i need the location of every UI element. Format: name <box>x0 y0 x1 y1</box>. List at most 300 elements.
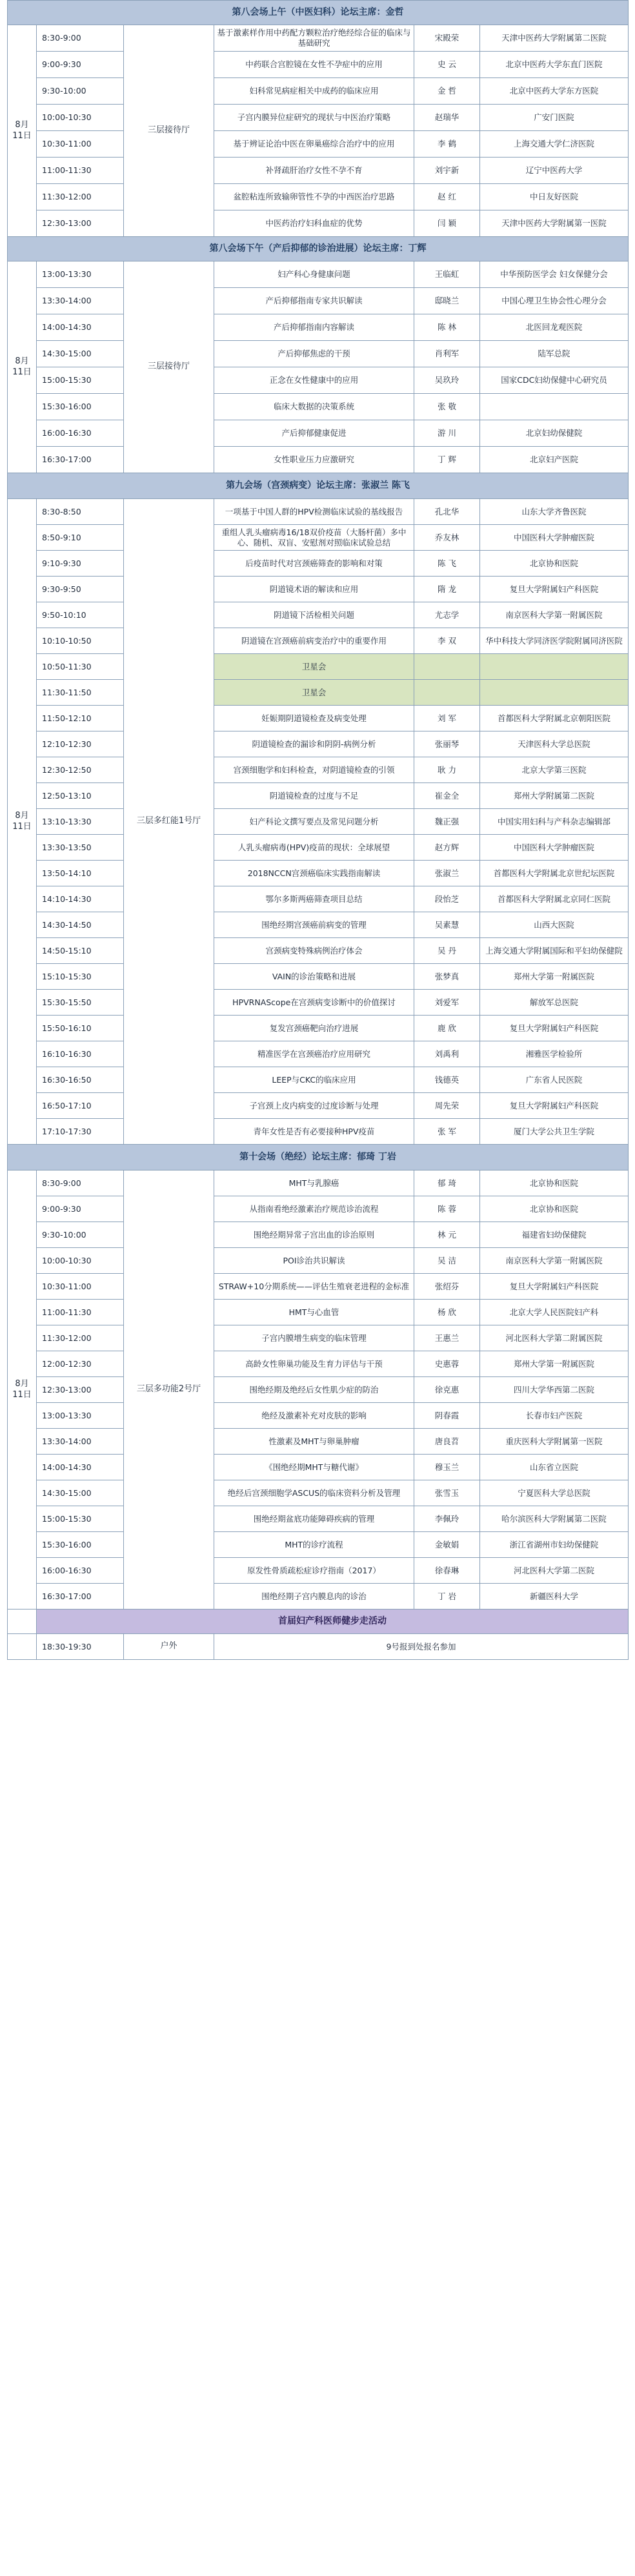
session-organization: 河北医科大学第二附属医院 <box>480 1325 629 1351</box>
section-header-row <box>8 1 629 25</box>
session-speaker: 张绍芬 <box>414 1274 480 1300</box>
session-topic: POI诊治共识解读 <box>214 1248 414 1274</box>
session-row <box>8 184 629 210</box>
date-cell: 8月11日 <box>8 25 37 237</box>
session-organization: 中国医科大学肿瘤医院 <box>480 525 629 551</box>
session-time: 12:50-13:10 <box>37 783 124 809</box>
session-topic: 围绝经期宫颈癌前病变的管理 <box>214 912 414 938</box>
session-time: 9:00-9:30 <box>37 52 124 78</box>
session-row <box>8 158 629 184</box>
session-organization: 长春市妇产医院 <box>480 1403 629 1429</box>
session-organization: 重庆医科大学附属第一医院 <box>480 1429 629 1455</box>
session-row <box>8 680 629 706</box>
session-row <box>8 835 629 861</box>
session-row <box>8 105 629 131</box>
session-topic: HMT与心血管 <box>214 1300 414 1325</box>
date-cell: 8月11日 <box>8 1170 37 1610</box>
session-topic: 鄂尔多斯两癌筛查项目总结 <box>214 886 414 912</box>
session-time: 14:00-14:30 <box>37 1455 124 1480</box>
session-organization: 复旦大学附属妇产科医院 <box>480 1274 629 1300</box>
session-time: 9:30-9:50 <box>37 577 124 602</box>
session-speaker: 张 敬 <box>414 394 480 420</box>
session-time: 15:00-15:30 <box>37 367 124 394</box>
section-title: 第八会场下午（产后抑郁的诊治进展）论坛主席：丁辉 <box>8 237 629 261</box>
session-organization: 中日友好医院 <box>480 184 629 210</box>
venue-cell: 三层多红能1号厅 <box>124 499 214 1145</box>
session-speaker: 史 云 <box>414 52 480 78</box>
session-topic: VAIN的诊治策略和进展 <box>214 964 414 990</box>
session-speaker: 孔北华 <box>414 499 480 525</box>
session-time: 12:30-13:00 <box>37 210 124 237</box>
session-time: 9:10-9:30 <box>37 551 124 577</box>
session-organization: 中华预防医学会 妇女保健分会 <box>480 261 629 288</box>
session-topic: 卫星会 <box>214 654 414 680</box>
session-organization: 复旦大学附属妇产科医院 <box>480 577 629 602</box>
session-organization: 天津中医药大学附属第二医院 <box>480 25 629 52</box>
session-topic: 基于激素样作用中药配方颗粒治疗绝经综合征的临床与基础研究 <box>214 25 414 52</box>
session-row <box>8 964 629 990</box>
session-speaker: 阴春霞 <box>414 1403 480 1429</box>
session-time: 10:50-11:30 <box>37 654 124 680</box>
session-speaker: 陈 飞 <box>414 551 480 577</box>
session-time: 14:00-14:30 <box>37 314 124 341</box>
session-organization: 上海交通大学附属国际和平妇幼保健院 <box>480 938 629 964</box>
session-row <box>8 420 629 447</box>
session-topic: 盆腔粘连所致输卵管性不孕的中西医治疗思路 <box>214 184 414 210</box>
session-row <box>8 809 629 835</box>
session-topic: 正念在女性健康中的应用 <box>214 367 414 394</box>
section-header-row <box>8 237 629 261</box>
session-time: 9:30-10:00 <box>37 78 124 105</box>
session-time: 16:00-16:30 <box>37 1558 124 1584</box>
session-speaker: 钱德英 <box>414 1067 480 1093</box>
session-row <box>8 1274 629 1300</box>
session-time: 13:30-14:00 <box>37 1429 124 1455</box>
session-row <box>8 288 629 314</box>
session-row <box>8 1377 629 1403</box>
session-topic: 重组人乳头瘤病毒16/18双价疫苗（大肠杆菌）多中心、随机、双盲、安慰剂对照临床试验总结 <box>214 525 414 551</box>
session-topic: 性激素及MHT与卵巢肿瘤 <box>214 1429 414 1455</box>
session-topic: 宫颈细胞学和妇科检查，对阴道镜检查的引领 <box>214 757 414 783</box>
session-topic: 后疫苗时代对宫颈癌筛查的影响和对策 <box>214 551 414 577</box>
session-row <box>8 1222 629 1248</box>
session-topic: 补肾疏肝治疗女性不孕不育 <box>214 158 414 184</box>
session-time: 10:30-11:00 <box>37 1274 124 1300</box>
session-topic: 产后抑郁指南专家共识解读 <box>214 288 414 314</box>
session-row <box>8 731 629 757</box>
session-speaker: 陈 林 <box>414 314 480 341</box>
session-organization: 河北医科大学第二医院 <box>480 1558 629 1584</box>
session-speaker: 吴 丹 <box>414 938 480 964</box>
session-row <box>8 628 629 654</box>
session-time: 8:30-9:00 <box>37 1170 124 1196</box>
session-row <box>8 1041 629 1067</box>
session-topic: 围绝经期异常子宫出血的诊治原则 <box>214 1222 414 1248</box>
session-speaker: 杨 欣 <box>414 1300 480 1325</box>
session-topic: STRAW+10分期系统——评估生殖衰老进程的金标准 <box>214 1274 414 1300</box>
session-organization: 陆军总院 <box>480 341 629 367</box>
session-speaker: 刘宇新 <box>414 158 480 184</box>
session-topic: 中药联合宫腔镜在女性不孕症中的应用 <box>214 52 414 78</box>
session-organization: 复旦大学附属妇产科医院 <box>480 1093 629 1119</box>
venue-cell: 三层多功能2号厅 <box>124 1170 214 1610</box>
session-time: 12:30-13:00 <box>37 1377 124 1403</box>
session-organization: 北京大学第三医院 <box>480 757 629 783</box>
session-speaker: 刘禹利 <box>414 1041 480 1067</box>
session-speaker: 隋 龙 <box>414 577 480 602</box>
session-speaker: 鹿 欣 <box>414 1016 480 1041</box>
session-speaker: 郁 琦 <box>414 1170 480 1196</box>
session-time: 14:30-14:50 <box>37 912 124 938</box>
session-row <box>8 1093 629 1119</box>
session-organization: 湘雅医学检验所 <box>480 1041 629 1067</box>
session-organization: 天津医科大学总医院 <box>480 731 629 757</box>
session-time: 15:50-16:10 <box>37 1016 124 1041</box>
session-time: 13:50-14:10 <box>37 861 124 886</box>
session-speaker: 赵瑞华 <box>414 105 480 131</box>
blank-cell <box>8 1610 37 1634</box>
section-title: 第十会场（绝经）论坛主席：郁琦 丁岩 <box>8 1145 629 1170</box>
session-time: 13:30-14:00 <box>37 288 124 314</box>
session-row <box>8 314 629 341</box>
session-topic: 复发宫颈癌靶向治疗进展 <box>214 1016 414 1041</box>
session-row <box>8 261 629 288</box>
session-topic: 阴道镜检查的过度与不足 <box>214 783 414 809</box>
session-time: 8:30-8:50 <box>37 499 124 525</box>
session-time: 10:00-10:30 <box>37 105 124 131</box>
session-speaker: 周先荣 <box>414 1093 480 1119</box>
session-speaker: 邸晓兰 <box>414 288 480 314</box>
session-topic: 中医药治疗妇科血症的优势 <box>214 210 414 237</box>
session-organization: 华中科技大学同济医学院附属同济医院 <box>480 628 629 654</box>
session-row <box>8 654 629 680</box>
session-time: 12:30-12:50 <box>37 757 124 783</box>
final-header-row <box>8 1610 629 1634</box>
session-organization: 厦门大学公共卫生学院 <box>480 1119 629 1145</box>
session-time: 15:30-16:00 <box>37 1532 124 1558</box>
session-time: 14:30-15:00 <box>37 341 124 367</box>
session-speaker: 张雪玉 <box>414 1480 480 1506</box>
session-row <box>8 367 629 394</box>
session-organization: 中国心理卫生协会性心理分会 <box>480 288 629 314</box>
session-row <box>8 1067 629 1093</box>
session-organization: 首都医科大学附属北京世纪坛医院 <box>480 861 629 886</box>
date-cell: 8月11日 <box>8 499 37 1145</box>
final-title: 首届妇产科医师健步走活动 <box>37 1610 629 1634</box>
session-row <box>8 1403 629 1429</box>
session-speaker: 陈 蓉 <box>414 1196 480 1222</box>
session-time: 9:50-10:10 <box>37 602 124 628</box>
session-speaker: 李佩玲 <box>414 1506 480 1532</box>
session-topic: 《围绝经期MHT与糖代谢》 <box>214 1455 414 1480</box>
session-time: 15:30-15:50 <box>37 990 124 1016</box>
session-topic: 一项基于中国人群的HPV检测临床试验的基线报告 <box>214 499 414 525</box>
session-organization: 浙江省湖州市妇幼保健院 <box>480 1532 629 1558</box>
session-speaker: 李 鹤 <box>414 131 480 158</box>
session-row <box>8 602 629 628</box>
session-row <box>8 1016 629 1041</box>
session-topic: 子宫颈上皮内病变的过度诊断与处理 <box>214 1093 414 1119</box>
session-organization: 郑州大学第一附属医院 <box>480 1351 629 1377</box>
session-speaker: 吴素慧 <box>414 912 480 938</box>
session-organization: 北京中医药大学东直门医院 <box>480 52 629 78</box>
session-topic: 从指南看绝经激素治疗规范诊治流程 <box>214 1196 414 1222</box>
session-speaker: 史惠蓉 <box>414 1351 480 1377</box>
session-organization: 北京协和医院 <box>480 1170 629 1196</box>
session-row <box>8 757 629 783</box>
session-topic: 青年女性是否有必要接种HPV疫苗 <box>214 1119 414 1145</box>
session-row <box>8 394 629 420</box>
session-speaker: 徐克惠 <box>414 1377 480 1403</box>
session-speaker: 张 军 <box>414 1119 480 1145</box>
session-speaker: 丁 岩 <box>414 1584 480 1610</box>
session-time: 9:30-10:00 <box>37 1222 124 1248</box>
session-time: 11:30-12:00 <box>37 1325 124 1351</box>
session-organization: 北京大学人民医院妇产科 <box>480 1300 629 1325</box>
session-topic: HPVRNAScope在宫颈病变诊断中的价值探讨 <box>214 990 414 1016</box>
session-organization: 北京协和医院 <box>480 1196 629 1222</box>
session-topic: 阴道镜检查的漏诊和阴阴-病例分析 <box>214 731 414 757</box>
session-time: 14:10-14:30 <box>37 886 124 912</box>
session-organization: 山西大医院 <box>480 912 629 938</box>
session-speaker: 徐春琳 <box>414 1558 480 1584</box>
session-speaker: 张梦真 <box>414 964 480 990</box>
session-organization: 新疆医科大学 <box>480 1584 629 1610</box>
final-note: 9号报到处报名参加 <box>214 1634 629 1660</box>
session-speaker: 闫 颖 <box>414 210 480 237</box>
session-organization: 南京医科大学第一附属医院 <box>480 1248 629 1274</box>
session-topic: 高龄女性卵巢功能及生育力评估与干预 <box>214 1351 414 1377</box>
venue-cell: 三层接待厅 <box>124 261 214 473</box>
session-organization: 国家CDC妇幼保健中心研究员 <box>480 367 629 394</box>
session-topic: 子宫内膜异位症研究的现状与中医治疗策略 <box>214 105 414 131</box>
session-speaker: 耿 力 <box>414 757 480 783</box>
session-time: 10:00-10:30 <box>37 1248 124 1274</box>
final-venue: 户外 <box>124 1634 214 1660</box>
session-time: 14:50-15:10 <box>37 938 124 964</box>
session-organization: 首都医科大学附属北京朝阳医院 <box>480 706 629 731</box>
session-time: 15:10-15:30 <box>37 964 124 990</box>
session-speaker: 穆玉兰 <box>414 1455 480 1480</box>
session-organization: 北京妇幼保健院 <box>480 420 629 447</box>
session-row <box>8 1480 629 1506</box>
session-organization <box>480 654 629 680</box>
session-row <box>8 577 629 602</box>
session-row <box>8 341 629 367</box>
session-organization: 上海交通大学仁济医院 <box>480 131 629 158</box>
venue-cell: 三层接待厅 <box>124 25 214 237</box>
session-time: 11:30-11:50 <box>37 680 124 706</box>
session-organization: 四川大学华西第二医院 <box>480 1377 629 1403</box>
session-topic: 基于辨证论治中医在卵巢癌综合治疗中的应用 <box>214 131 414 158</box>
session-topic: 绝经后宫颈细胞学ASCUS的临床资料分析及管理 <box>214 1480 414 1506</box>
session-organization: 福建省妇幼保健院 <box>480 1222 629 1248</box>
session-topic: 人乳头瘤病毒(HPV)疫苗的现状：全球展望 <box>214 835 414 861</box>
session-row <box>8 499 629 525</box>
session-row <box>8 1429 629 1455</box>
final-time: 18:30-19:30 <box>37 1634 124 1660</box>
session-topic: 卫星会 <box>214 680 414 706</box>
session-speaker: 丁 辉 <box>414 447 480 473</box>
session-time: 16:30-16:50 <box>37 1067 124 1093</box>
session-topic: 妇产科论文撰写要点及常见问题分析 <box>214 809 414 835</box>
session-time: 10:10-10:50 <box>37 628 124 654</box>
session-row <box>8 78 629 105</box>
blank-cell <box>8 1634 37 1660</box>
session-row <box>8 1170 629 1196</box>
session-row <box>8 1584 629 1610</box>
session-organization: 北京协和医院 <box>480 551 629 577</box>
session-speaker: 唐良苕 <box>414 1429 480 1455</box>
session-time: 16:10-16:30 <box>37 1041 124 1067</box>
session-organization <box>480 680 629 706</box>
session-topic: 阴道镜术语的解读和应用 <box>214 577 414 602</box>
final-row <box>8 1634 629 1660</box>
session-organization: 哈尔滨医科大学附属第二医院 <box>480 1506 629 1532</box>
session-topic: 子宫内膜增生病变的临床管理 <box>214 1325 414 1351</box>
session-speaker: 乔友林 <box>414 525 480 551</box>
session-time: 13:10-13:30 <box>37 809 124 835</box>
session-topic: 阴道镜在宫颈癌前病变治疗中的重要作用 <box>214 628 414 654</box>
session-row <box>8 1506 629 1532</box>
session-row <box>8 131 629 158</box>
session-row <box>8 886 629 912</box>
session-row <box>8 1300 629 1325</box>
session-speaker: 崔金全 <box>414 783 480 809</box>
session-time: 13:30-13:50 <box>37 835 124 861</box>
session-time: 8:50-9:10 <box>37 525 124 551</box>
session-topic: 妇科常见病症相关中成药的临床应用 <box>214 78 414 105</box>
session-row <box>8 912 629 938</box>
session-speaker: 刘爱军 <box>414 990 480 1016</box>
session-speaker: 吴 洁 <box>414 1248 480 1274</box>
session-speaker: 游 川 <box>414 420 480 447</box>
session-topic: 2018NCCN宫颈癌临床实践指南解读 <box>214 861 414 886</box>
session-row <box>8 525 629 551</box>
session-speaker <box>414 654 480 680</box>
session-speaker: 宋殿荣 <box>414 25 480 52</box>
session-topic: 临床大数据的决策系统 <box>214 394 414 420</box>
section-header-row <box>8 1145 629 1170</box>
session-row <box>8 861 629 886</box>
session-topic: 围绝经期盆底功能障碍疾病的管理 <box>214 1506 414 1532</box>
section-title: 第九会场（宫颈病变）论坛主席：张淑兰 陈飞 <box>8 473 629 499</box>
session-speaker: 吴玖玲 <box>414 367 480 394</box>
session-time: 8:30-9:00 <box>37 25 124 52</box>
session-organization: 辽宁中医药大学 <box>480 158 629 184</box>
session-speaker: 林 元 <box>414 1222 480 1248</box>
session-time: 12:10-12:30 <box>37 731 124 757</box>
session-speaker: 王惠兰 <box>414 1325 480 1351</box>
session-speaker: 赵方辉 <box>414 835 480 861</box>
session-speaker <box>414 680 480 706</box>
session-topic: 妇产科心身健康问题 <box>214 261 414 288</box>
session-row <box>8 1532 629 1558</box>
session-organization: 广安门医院 <box>480 105 629 131</box>
session-topic: 原发性骨质疏松症诊疗指南（2017） <box>214 1558 414 1584</box>
session-time: 11:00-11:30 <box>37 1300 124 1325</box>
session-organization: 郑州大学附属第二医院 <box>480 783 629 809</box>
session-topic: 女性职业压力应激研究 <box>214 447 414 473</box>
session-row <box>8 706 629 731</box>
session-row <box>8 1248 629 1274</box>
session-row <box>8 1455 629 1480</box>
session-organization: 北京妇产医院 <box>480 447 629 473</box>
session-speaker: 刘 军 <box>414 706 480 731</box>
session-time: 13:00-13:30 <box>37 261 124 288</box>
session-time: 15:30-16:00 <box>37 394 124 420</box>
session-row <box>8 52 629 78</box>
session-speaker: 肖利军 <box>414 341 480 367</box>
session-speaker: 张丽琴 <box>414 731 480 757</box>
session-speaker: 赵 红 <box>414 184 480 210</box>
session-row <box>8 447 629 473</box>
session-topic: 绝经及激素补充对皮肤的影响 <box>214 1403 414 1429</box>
section-title: 第八会场上午（中医妇科）论坛主席：金哲 <box>8 1 629 25</box>
session-time: 16:30-17:00 <box>37 447 124 473</box>
session-organization: 山东省立医院 <box>480 1455 629 1480</box>
session-topic: 围绝经期子宫内膜息肉的诊治 <box>214 1584 414 1610</box>
session-organization: 天津中医药大学附属第一医院 <box>480 210 629 237</box>
session-speaker: 王临虹 <box>414 261 480 288</box>
session-topic: 产后抑郁指南内容解读 <box>214 314 414 341</box>
session-speaker: 魏正强 <box>414 809 480 835</box>
session-organization: 郑州大学第一附属医院 <box>480 964 629 990</box>
session-organization: 广东省人民医院 <box>480 1067 629 1093</box>
session-topic: 产后抑郁焦虑的干预 <box>214 341 414 367</box>
session-organization: 复旦大学附属妇产科医院 <box>480 1016 629 1041</box>
session-topic: 精准医学在宫颈癌治疗应用研究 <box>214 1041 414 1067</box>
session-time: 16:00-16:30 <box>37 420 124 447</box>
session-row <box>8 990 629 1016</box>
session-row <box>8 1558 629 1584</box>
session-organization: 中国实用妇科与产科杂志编辑部 <box>480 809 629 835</box>
session-speaker: 金 哲 <box>414 78 480 105</box>
session-organization: 首都医科大学附属北京同仁医院 <box>480 886 629 912</box>
session-row <box>8 210 629 237</box>
session-organization: 北京中医药大学东方医院 <box>480 78 629 105</box>
session-time: 17:10-17:30 <box>37 1119 124 1145</box>
session-speaker: 尤志学 <box>414 602 480 628</box>
session-topic: 宫颈病变特殊病例治疗体会 <box>214 938 414 964</box>
session-row <box>8 1196 629 1222</box>
session-time: 13:00-13:30 <box>37 1403 124 1429</box>
session-speaker: 张淑兰 <box>414 861 480 886</box>
session-speaker: 李 双 <box>414 628 480 654</box>
session-time: 15:00-15:30 <box>37 1506 124 1532</box>
session-time: 11:00-11:30 <box>37 158 124 184</box>
session-time: 9:00-9:30 <box>37 1196 124 1222</box>
session-topic: 阴道镜下活检相关问题 <box>214 602 414 628</box>
session-speaker: 金敏娟 <box>414 1532 480 1558</box>
session-topic: MHT的诊疗流程 <box>214 1532 414 1558</box>
date-cell: 8月11日 <box>8 261 37 473</box>
session-organization: 中国医科大学肿瘤医院 <box>480 835 629 861</box>
session-topic: MHT与乳腺癌 <box>214 1170 414 1196</box>
session-row <box>8 1325 629 1351</box>
session-organization: 宁夏医科大学总医院 <box>480 1480 629 1506</box>
session-topic: LEEP与CKC的临床应用 <box>214 1067 414 1093</box>
session-time: 11:30-12:00 <box>37 184 124 210</box>
session-organization: 山东大学齐鲁医院 <box>480 499 629 525</box>
session-topic: 围绝经期及绝经后女性肌少症的防治 <box>214 1377 414 1403</box>
session-row <box>8 551 629 577</box>
session-time: 12:00-12:30 <box>37 1351 124 1377</box>
section-header-row <box>8 473 629 499</box>
session-row <box>8 938 629 964</box>
session-organization: 北医回龙观医院 <box>480 314 629 341</box>
session-speaker: 段怡芝 <box>414 886 480 912</box>
